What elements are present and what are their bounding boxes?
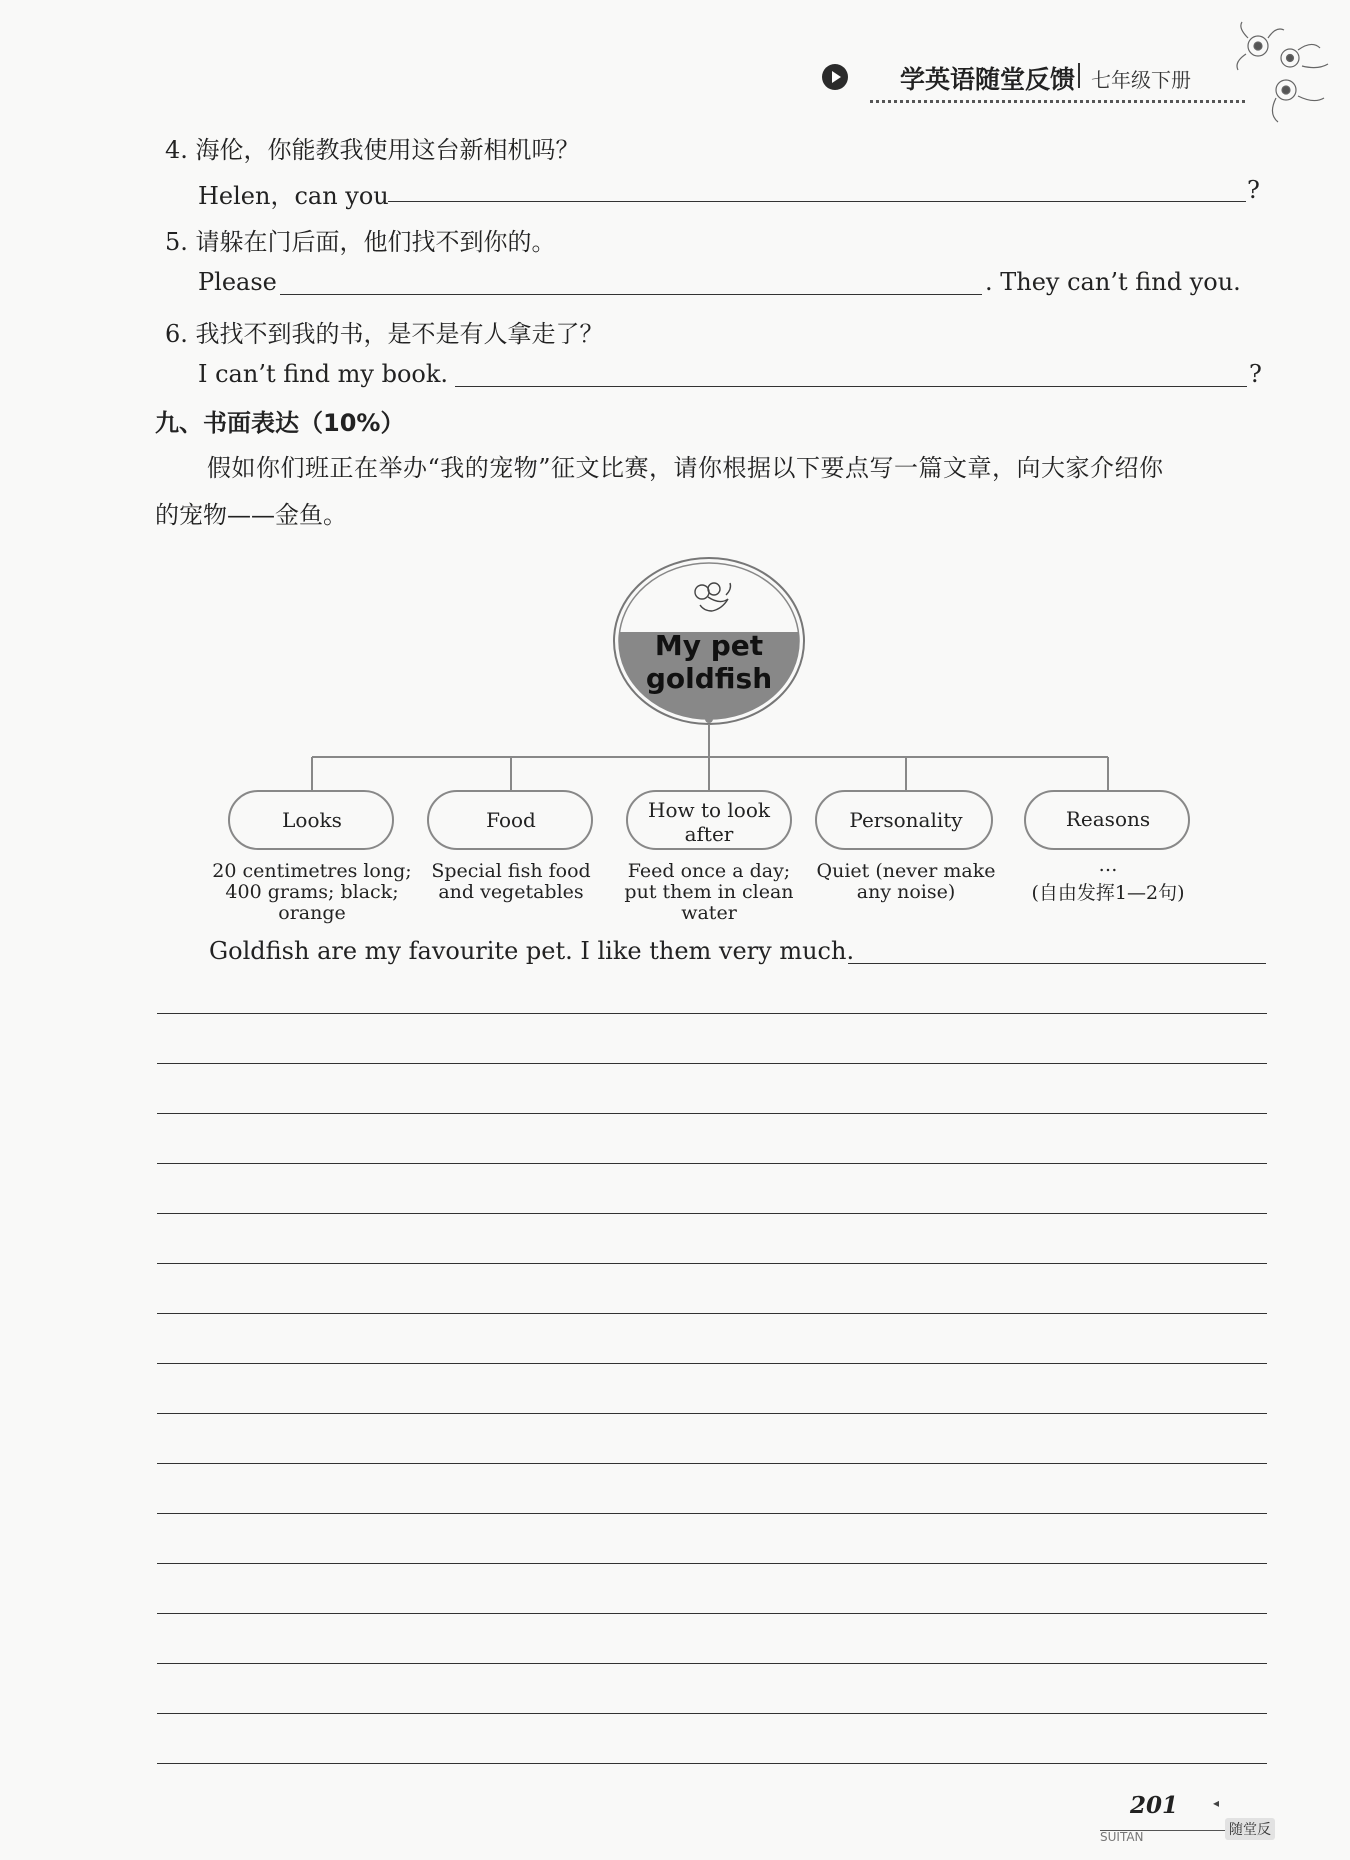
- node-care-desc-line-1: Feed once a day;: [627, 860, 791, 882]
- node-food-desc-line-1: Special fish food: [431, 860, 591, 882]
- node-care-label-line-1: How to look: [648, 798, 770, 822]
- writing-line[interactable]: [157, 1763, 1267, 1764]
- node-looks-label: Looks: [282, 808, 342, 832]
- node-care-desc-line-3: water: [681, 902, 737, 924]
- question-4-answer-line[interactable]: [388, 201, 1246, 202]
- writing-line[interactable]: [157, 1313, 1267, 1314]
- node-food-desc-line-2: and vegetables: [438, 881, 584, 903]
- question-4-chinese: 4. 海伦，你能教我使用这台新相机吗？: [165, 136, 580, 164]
- question-6-suffix: ?: [1249, 360, 1262, 388]
- writing-prompt-line-2: 的宠物——金鱼。: [155, 501, 347, 529]
- question-5-prefix: Please: [198, 268, 277, 296]
- question-5-chinese: 5. 请躲在门后面，他们找不到你的。: [165, 228, 556, 256]
- question-4-suffix: ?: [1247, 176, 1260, 204]
- book-title: 学英语随堂反馈: [900, 65, 1076, 94]
- footer-tag: 随堂反: [1225, 1818, 1275, 1840]
- question-6-chinese: 6. 我找不到我的书，是不是有人拿走了？: [165, 320, 604, 348]
- writing-line[interactable]: [157, 1063, 1267, 1064]
- node-reasons-desc-line-2: (自由发挥1—2句): [1031, 882, 1185, 904]
- node-reasons-desc-line-1: …: [1098, 854, 1118, 876]
- question-5-answer-line[interactable]: [280, 294, 982, 295]
- writing-line[interactable]: [157, 1213, 1267, 1214]
- writing-line[interactable]: [157, 1613, 1267, 1614]
- writing-line[interactable]: [157, 1363, 1267, 1364]
- node-personality-label: Personality: [849, 808, 963, 832]
- question-6-prefix: I can’t find my book.: [198, 360, 449, 388]
- book-grade: 七年级下册: [1091, 68, 1191, 92]
- writing-line[interactable]: [157, 1713, 1267, 1714]
- diagram-connectors: [312, 716, 1108, 798]
- writing-line[interactable]: [157, 1563, 1267, 1564]
- section-title: 九、书面表达（10%）: [155, 409, 405, 437]
- node-personality-desc-line-1: Quiet (never make: [816, 860, 996, 882]
- question-6-answer-line[interactable]: [455, 386, 1247, 387]
- header-dotted-rule: [870, 100, 1245, 103]
- essay-opening-sentence: Goldfish are my favourite pet. I like them very much.: [209, 937, 855, 965]
- writing-line[interactable]: [157, 1513, 1267, 1514]
- writing-line[interactable]: [157, 1463, 1267, 1464]
- footer-arrow-icon: ◂: [1213, 1796, 1220, 1810]
- writing-line[interactable]: [157, 1163, 1267, 1164]
- writing-line[interactable]: [157, 1113, 1267, 1114]
- mind-map-diagram: [200, 555, 1200, 935]
- essay-first-line[interactable]: [848, 963, 1266, 964]
- node-looks-desc-line-1: 20 centimetres long;: [212, 860, 412, 882]
- node-looks-desc-line-2: 400 grams; black;: [225, 881, 399, 903]
- question-4-prefix: Helen，can you: [198, 182, 389, 210]
- writing-line[interactable]: [157, 1013, 1267, 1014]
- question-5-suffix: . They can’t find you.: [985, 268, 1241, 296]
- footer-series-text: SUITAN: [1100, 1830, 1144, 1844]
- writing-line[interactable]: [157, 1263, 1267, 1264]
- node-personality-desc-line-2: any noise): [856, 881, 956, 903]
- writing-prompt-line-1: 假如你们班正在举办“我的宠物”征文比赛，请你根据以下要点写一篇文章，向大家介绍你: [207, 454, 1164, 482]
- center-label-line-2: goldfish: [645, 662, 773, 695]
- center-label-line-1: My pet: [654, 629, 764, 662]
- page-number: 201: [1130, 1792, 1179, 1819]
- node-care-desc-line-2: put them in clean: [624, 881, 794, 903]
- header-divider: [1078, 63, 1080, 88]
- writing-line[interactable]: [157, 1663, 1267, 1664]
- node-looks-desc-line-3: orange: [278, 902, 346, 924]
- node-food-label: Food: [486, 808, 536, 832]
- node-reasons-label: Reasons: [1065, 807, 1151, 831]
- play-icon: [822, 64, 848, 90]
- writing-line[interactable]: [157, 1413, 1267, 1414]
- flower-decoration-icon: [1228, 18, 1338, 128]
- node-care-label-line-2: after: [684, 822, 734, 846]
